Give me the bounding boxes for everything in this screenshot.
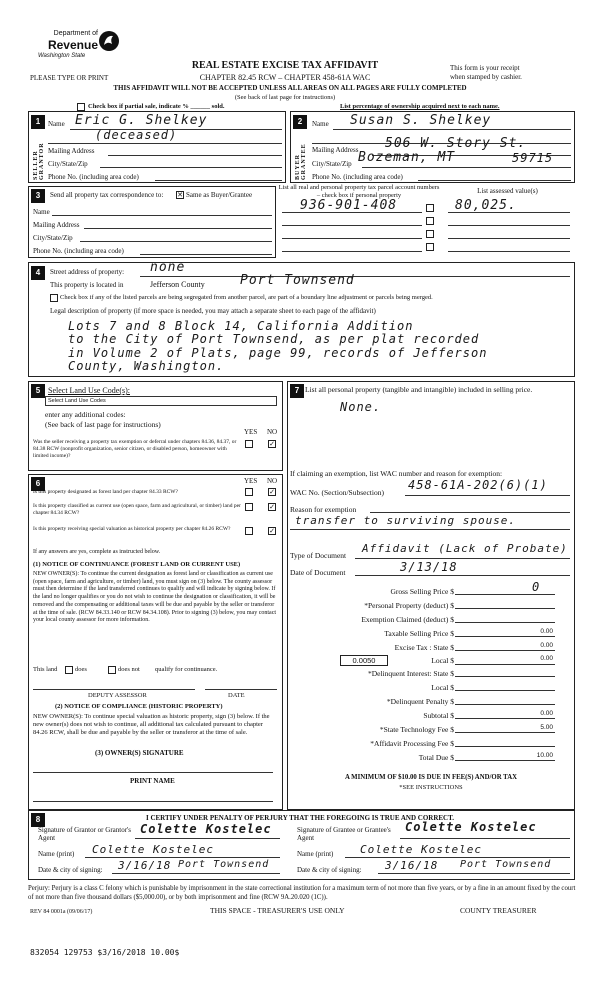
grantor-name-value[interactable]: Colette Kostelec	[92, 843, 214, 856]
correspondence-label: Send all property tax correspondence to:	[50, 191, 164, 199]
section-7-number: 7	[290, 384, 304, 398]
section-1-number: 1	[31, 115, 45, 129]
taxable-value: 0.00	[540, 628, 553, 635]
exemption-deduct-label: Exemption Claimed (deduct) $	[361, 615, 454, 624]
does-label: does	[75, 666, 87, 673]
notice-compliance-body: NEW OWNER(S): To continue special valuation as historic property, sign (3) below. If the new owner(s) does not wish to continue, all additional tax calculated pursuant to chapter 84.26 RCW, shall be due and payable by the seller or transferor at the time of sale.	[33, 713, 270, 736]
street-label: Street address of property:	[50, 268, 125, 276]
buyer-zip-value[interactable]: 59715	[512, 151, 554, 165]
doc-type-value[interactable]: Affidavit (Lack of Probate)	[362, 542, 568, 555]
grantor-city-value[interactable]: Port Townsend	[178, 859, 270, 870]
exemption-no-checkbox[interactable]: ✓	[269, 440, 275, 448]
corr-phone-label: Phone No. (including area code)	[33, 247, 124, 255]
section-8-number: 8	[31, 813, 45, 827]
grantee-date-label: Date & city of signing:	[297, 866, 362, 874]
deputy-date-label: DATE	[228, 692, 245, 699]
partial-sale-label: Check box if partial sale, indicate % ______ sold.	[88, 103, 225, 110]
affidavit-fee-label: *Affidavit Processing Fee $	[370, 739, 454, 748]
segregated-note: Check box if any of the listed parcels are being segregated from another parcel, are part of a boundary line adjustment or parcels being merged.	[60, 294, 433, 301]
certify-statement: I CERTIFY UNDER PENALTY OF PERJURY THAT THE FOREGOING IS TRUE AND CORRECT.	[145, 814, 454, 822]
local-value: 0.00	[540, 655, 553, 662]
doc-type-label: Type of Document	[290, 551, 347, 560]
forest-land-section	[28, 474, 283, 810]
total-due-label: Total Due $	[418, 753, 454, 762]
parcel-personal-checkbox-2[interactable]	[426, 217, 434, 225]
minimum-note: A MINIMUM OF $10.00 IS DUE IN FEE(S) AND/OR TAX	[344, 774, 518, 781]
buyer-name-value[interactable]: Susan S. Shelkey	[350, 113, 492, 128]
section-4-number: 4	[31, 266, 45, 280]
gross-label: Gross Selling Price $	[390, 587, 454, 596]
owner-signature-label: (3) OWNER(S) SIGNATURE	[95, 749, 184, 757]
grantor-date-label: Date & city of signing:	[38, 866, 103, 874]
dept-line2: Revenue	[47, 38, 98, 52]
section-3-number: 3	[31, 189, 45, 203]
land-use-yes-header: YES	[244, 428, 258, 436]
form-warning: THIS AFFIDAVIT WILL NOT BE ACCEPTED UNLESS ALL AREAS ON ALL PAGES ARE FULLY COMPLETED	[113, 84, 467, 92]
form-see-back: (See back of last page for instructions)	[234, 94, 336, 101]
gross-value[interactable]: 0	[532, 580, 541, 594]
seller-phone-label: Phone No. (including area code)	[48, 173, 139, 181]
grantee-signature[interactable]: Colette Kostelec	[405, 820, 537, 834]
buyer-mailing-value[interactable]: 506 W. Story St.	[385, 136, 527, 151]
print-name-label: PRINT NAME	[130, 777, 175, 785]
buyer-city-label: City/State/Zip	[312, 160, 352, 168]
delinquent-local-label: Local $	[431, 683, 454, 692]
seller-city-label: City/State/Zip	[48, 160, 88, 168]
reason-value[interactable]: transfer to surviving spouse.	[295, 514, 517, 527]
parcel-personal-checkbox-1[interactable]	[426, 204, 434, 212]
excise-state-label: Excise Tax : State $	[394, 643, 454, 652]
buyer-name-label: Name	[312, 120, 329, 128]
land-use-no-header: NO	[267, 428, 278, 436]
historic-no-checkbox[interactable]: ✓	[269, 527, 275, 535]
notice-compliance-title: (2) NOTICE OF COMPLIANCE (HISTORIC PROPERTY)	[55, 703, 223, 710]
historic-question: Is this property receiving special valuation as historical property per chapter 84.26 RCW?	[33, 526, 231, 532]
buyer-city-value[interactable]: Bozeman, MT	[358, 150, 456, 165]
wac-intro: If claiming an exemption, list WAC number and reason for exemption:	[290, 469, 503, 478]
assessed-header: List assessed value(s)	[477, 187, 538, 195]
county-value: Jefferson County	[150, 280, 205, 289]
grantor-date-value[interactable]: 3/16/18	[118, 859, 172, 872]
personal-property-value[interactable]: None.	[340, 400, 382, 414]
please-type: PLEASE TYPE OR PRINT	[30, 74, 109, 82]
legal-line-4[interactable]: County, Washington.	[68, 359, 225, 373]
exemption-question: Was the seller receiving a property tax exemption or deferral under chapters 84.36, 84.37, or 84.38 RCW (nonprofit organization, senior citizen, or disabled person, homeowner with limited income)?	[33, 439, 237, 459]
grantor-name-label: Name (print)	[38, 850, 75, 858]
land-use-label: Select Land Use Code(s):	[48, 386, 130, 395]
s6-no-header: NO	[267, 477, 278, 485]
assessed-value[interactable]: 80,025.	[455, 198, 517, 213]
buyer-mailing-label: Mailing Address	[312, 146, 359, 154]
grantor-sig-label: Signature of Grantor or Grantor's Agent	[38, 826, 132, 842]
land-use-select[interactable]: Select Land Use Codes	[45, 396, 277, 406]
doc-date-value[interactable]: 3/13/18	[400, 560, 458, 574]
section-6-number: 6	[31, 477, 45, 491]
corr-mailing-label: Mailing Address	[33, 221, 80, 229]
dept-line1: Department of	[53, 30, 98, 37]
if-yes-note: If any answers are yes, complete as instructed below.	[33, 549, 161, 555]
legal-line-2[interactable]: to the City of Port Townsend, as per plat recorded	[68, 332, 480, 346]
receipt-note-2: when stamped by cashier.	[450, 73, 522, 81]
subtotal-value: 0.00	[540, 710, 553, 717]
section-5-number: 5	[31, 384, 45, 398]
local-label: Local $	[431, 656, 454, 665]
notice-continuance-title: (1) NOTICE OF CONTINUANCE (FOREST LAND OR CURRENT USE)	[33, 561, 241, 568]
personal-property-label: List all personal property (tangible and intangible) included in selling price.	[305, 385, 533, 394]
seller-side-label: SELLER GRANTOR	[33, 142, 45, 180]
local-rate: 0.0050	[340, 655, 388, 666]
qualify-label: qualify for continuance.	[155, 666, 218, 673]
grantee-date-value[interactable]: 3/16/18	[385, 859, 439, 872]
seller-name-value-2[interactable]: (deceased)	[95, 128, 178, 142]
reason-label: Reason for exemption	[290, 505, 357, 514]
seller-name-value[interactable]: Eric G. Shelkey	[75, 113, 208, 128]
see-instructions: *SEE INSTRUCTIONS	[399, 784, 463, 791]
county-treasurer: COUNTY TREASURER	[460, 906, 537, 915]
seller-mailing-label: Mailing Address	[48, 147, 95, 155]
delinquent-state-label: *Delinquent Interest: State $	[367, 669, 454, 678]
doc-date-label: Date of Document	[290, 568, 346, 577]
historic-yes-checkbox[interactable]	[245, 527, 253, 535]
corr-name-label: Name	[33, 208, 50, 216]
treasurer-space: THIS SPACE - TREASURER'S USE ONLY	[210, 906, 345, 915]
tech-fee-label: *State Technology Fee $	[379, 725, 454, 734]
s6-yes-header: YES	[244, 477, 258, 485]
current-use-no-checkbox[interactable]: ✓	[269, 503, 275, 511]
receipt-stamp: 832054 129753 $3/16/2018 10.00$	[30, 948, 180, 957]
buyer-phone-label: Phone No. (including area code)	[312, 173, 403, 181]
same-as-buyer-checkbox[interactable]: ✕	[177, 191, 183, 199]
ownership-note: List percentage of ownership acquired next to each name.	[340, 103, 500, 110]
subtotal-label: Subtotal $	[423, 711, 454, 720]
wac-label: WAC No. (Section/Subsection)	[290, 488, 384, 497]
seller-name-label: Name	[48, 120, 65, 128]
does-checkbox[interactable]	[65, 666, 73, 674]
partial-sale-checkbox[interactable]	[77, 103, 85, 111]
receipt-note-1: This form is your receipt	[450, 64, 520, 72]
dept-logo	[38, 28, 118, 68]
grantee-name-value[interactable]: Colette Kostelec	[360, 843, 482, 856]
section-2-number: 2	[293, 115, 307, 129]
delinquent-penalty-label: *Delinquent Penalty $	[386, 697, 454, 706]
current-use-question: Is this property classified as current use (open space, farm and agricultural, or timber) land per chapter 84.34 RCW?	[33, 503, 241, 516]
perjury-note: Perjury: Perjury is a class C felony which is punishable by imprisonment in the state correctional institution for a maximum term of not more than five years, or by a fine in an amount fixed by the court of not more than five thousand dollars ($5,000.00), or by both imprisonment and fine (RCW 9A.20.020 (1C)).	[28, 885, 576, 901]
does-not-label: does not	[118, 666, 140, 673]
same-as-buyer-label: Same as Buyer/Grantee	[186, 191, 253, 199]
taxable-label: Taxable Selling Price $	[384, 629, 454, 638]
grantee-city-value[interactable]: Port Townsend	[460, 859, 552, 870]
corr-city-label: City/State/Zip	[33, 234, 73, 242]
forest-question: Is this property designated as forest land per chapter 84.33 RCW?	[33, 489, 178, 495]
forest-no-checkbox[interactable]: ✓	[269, 488, 275, 496]
this-land-label: This land	[33, 666, 58, 673]
deputy-assessor-label: DEPUTY ASSESSOR	[88, 692, 147, 699]
segregated-checkbox[interactable]	[50, 294, 58, 302]
excise-state-value: 0.00	[540, 642, 553, 649]
dept-line3: Washington State	[38, 53, 86, 59]
parcel-personal-checkbox-4[interactable]	[426, 243, 434, 251]
revenue-logo-icon	[98, 30, 120, 52]
street-value[interactable]: none	[150, 260, 186, 275]
total-due-value: 10.00	[536, 752, 553, 759]
rev-number: REV 84 0001a (09/06/17)	[30, 909, 93, 915]
legal-line-1[interactable]: Lots 7 and 8 Block 14, California Addition	[68, 319, 414, 333]
grantee-sig-label: Signature of Grantee or Grantee's Agent	[297, 826, 391, 842]
does-not-checkbox[interactable]	[108, 666, 116, 674]
legal-label: Legal description of property (if more space is needed, you may attach a separate sheet to each page of the affidavit)	[50, 307, 376, 315]
parcel-value[interactable]: 936-901-408	[300, 198, 398, 213]
form-title: REAL ESTATE EXCISE TAX AFFIDAVIT	[191, 60, 379, 71]
wac-value[interactable]: 458-61A-202(6)(1)	[408, 478, 548, 492]
parcel-personal-checkbox-3[interactable]	[426, 230, 434, 238]
form-chapter: CHAPTER 82.45 RCW – CHAPTER 458-61A WAC	[199, 73, 371, 82]
city-value[interactable]: Port Townsend	[240, 273, 355, 288]
land-use-see-back: (See back of last page for instructions)	[45, 420, 161, 429]
current-use-yes-checkbox[interactable]	[245, 503, 253, 511]
parcel-header: List all real and personal property tax parcel account numbers – check box if personal property	[278, 184, 440, 199]
additional-codes-label: enter any additional codes:	[45, 410, 126, 419]
buyer-side-label: BUYER GRANTEE	[295, 143, 307, 180]
exemption-yes-checkbox[interactable]	[245, 440, 253, 448]
personal-deduct-label: *Personal Property (deduct) $	[364, 601, 454, 610]
tech-fee-value: 5.00	[540, 724, 553, 731]
grantee-name-label: Name (print)	[297, 850, 334, 858]
grantor-signature[interactable]: Colette Kostelec	[140, 822, 272, 836]
notice-continuance-body: NEW OWNER(S): To continue the current designation as forest land or classification as current use (open space, farm and agriculture, or timber) land, you must sign on (3) below. The county assessor must then determine if the land transferred continues to qualify and will indicate by signing below. If the land no longer qualifies or you do not wish to continue the designation or classification, it will be removed and the compensating or additional taxes will be due and payable by the seller or transferor at the time of sale. (RCW 84.33.140 or RCW 84.34.108). Prior to signing (3) below, you may contact your local county assessor for more information.	[33, 571, 277, 624]
legal-line-3[interactable]: in Volume 2 of Plats, page 99, records of Jefferson	[68, 346, 488, 360]
located-label: This property is located in	[50, 281, 124, 289]
forest-yes-checkbox[interactable]	[245, 488, 253, 496]
